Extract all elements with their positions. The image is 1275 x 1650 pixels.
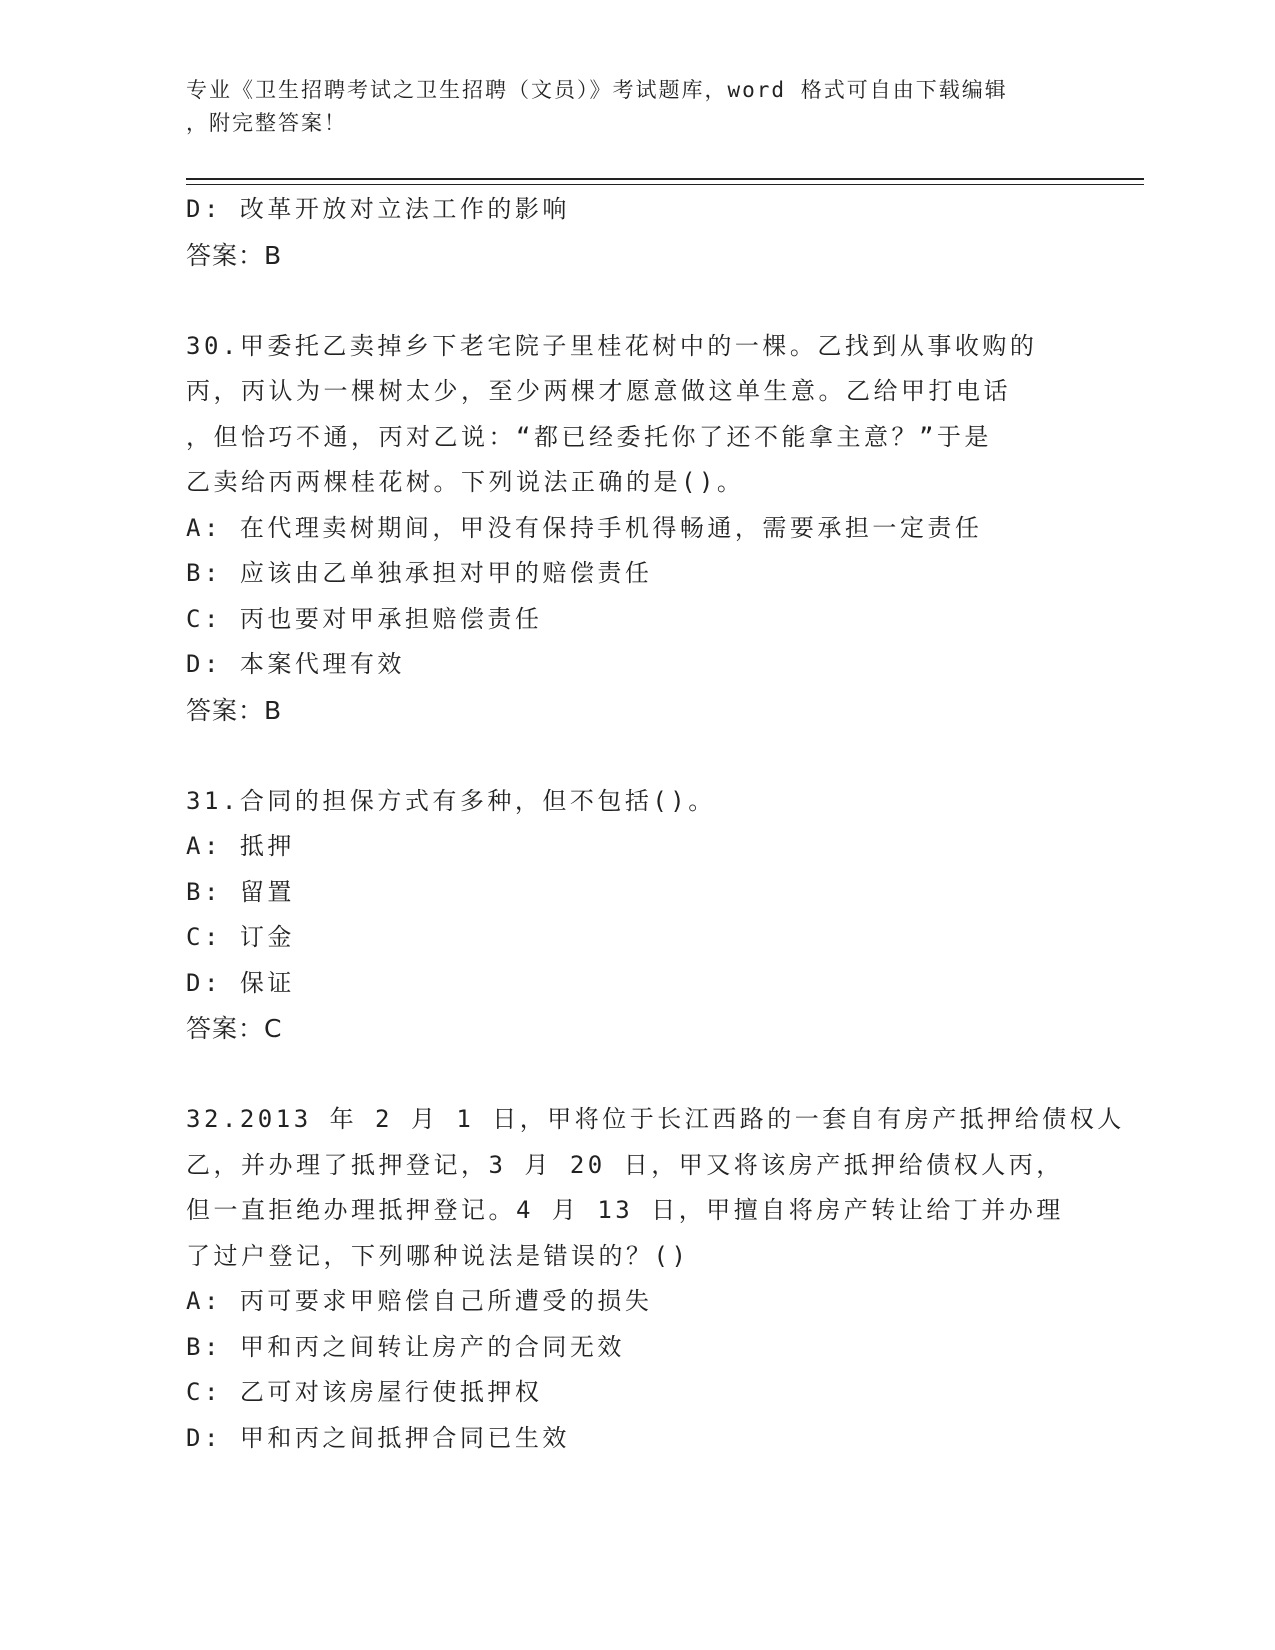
option-d: D: 本案代理有效 [186,650,405,678]
spacer [186,733,1086,779]
option-a: A: 丙可要求甲赔偿自己所遭受的损失 [186,1287,653,1315]
header-line-1: 专业《卫生招聘考试之卫生招聘（文员）》考试题库，word 格式可自由下载编辑 [186,78,1008,102]
option-d: D: 甲和丙之间抵押合同已生效 [186,1423,570,1452]
question-text-line: 32.2013 年 2 月 1 日，甲将位于长江西路的一套自有房产抵押给债权人 [186,1105,1125,1133]
question-text-line: 了过户登记，下列哪种说法是错误的？() [186,1241,690,1270]
question-content [186,187,1125,1461]
question-text-line: 乙，并办理了抵押登记，3 月 20 日，甲又将该房产抵押给债权人丙， [186,1150,1064,1179]
question-30 [186,324,1086,734]
header-divider-thick [186,178,1144,180]
question-text-line: ，但恰巧不通，丙对乙说：“都已经委托你了还不能拿主意？”于是 [186,422,992,451]
option-c: C: 乙可对该房屋行使抵押权 [186,1378,543,1406]
question-32 [186,1097,1125,1461]
answer: 答案：C [186,1014,283,1043]
prev-option-d: D: 改革开放对立法工作的影响 [186,195,570,223]
option-c: C: 丙也要对甲承担赔偿责任 [186,604,543,633]
option-b: B: 甲和丙之间转让房产的合同无效 [186,1332,625,1361]
header-line-2: ，附完整答案！ [186,111,347,135]
option-b: B: 留置 [186,877,295,906]
option-d: D: 保证 [186,968,295,997]
question-text-line: 30.甲委托乙卖掉乡下老宅院子里桂花树中的一棵。乙找到从事收购的 [186,331,1038,360]
header-divider-thin [186,184,1144,185]
option-c: C: 订金 [186,923,295,951]
answer: 答案：B [186,695,283,725]
spacer [186,1052,1086,1098]
option-b: B: 应该由乙单独承担对甲的赔偿责任 [186,559,653,587]
question-text-line: 乙卖给丙两棵桂花树。下列说法正确的是()。 [186,468,745,496]
prev-answer: 答案：B [186,240,283,270]
spacer [186,278,1086,324]
question-text-line: 31.合同的担保方式有多种，但不包括()。 [186,786,716,815]
question-text-line: 但一直拒绝办理抵押登记。4 月 13 日，甲擅自将房产转让给丁并办理 [186,1196,1064,1224]
question-text-line: 丙，丙认为一棵树太少，至少两棵才愿意做这单生意。乙给甲打电话 [186,377,1011,405]
option-a: A: 抵押 [186,832,295,860]
option-a: A: 在代理卖树期间，甲没有保持手机得畅通，需要承担一定责任 [186,513,983,542]
document-header [186,74,1086,140]
question-31 [186,779,1086,1052]
